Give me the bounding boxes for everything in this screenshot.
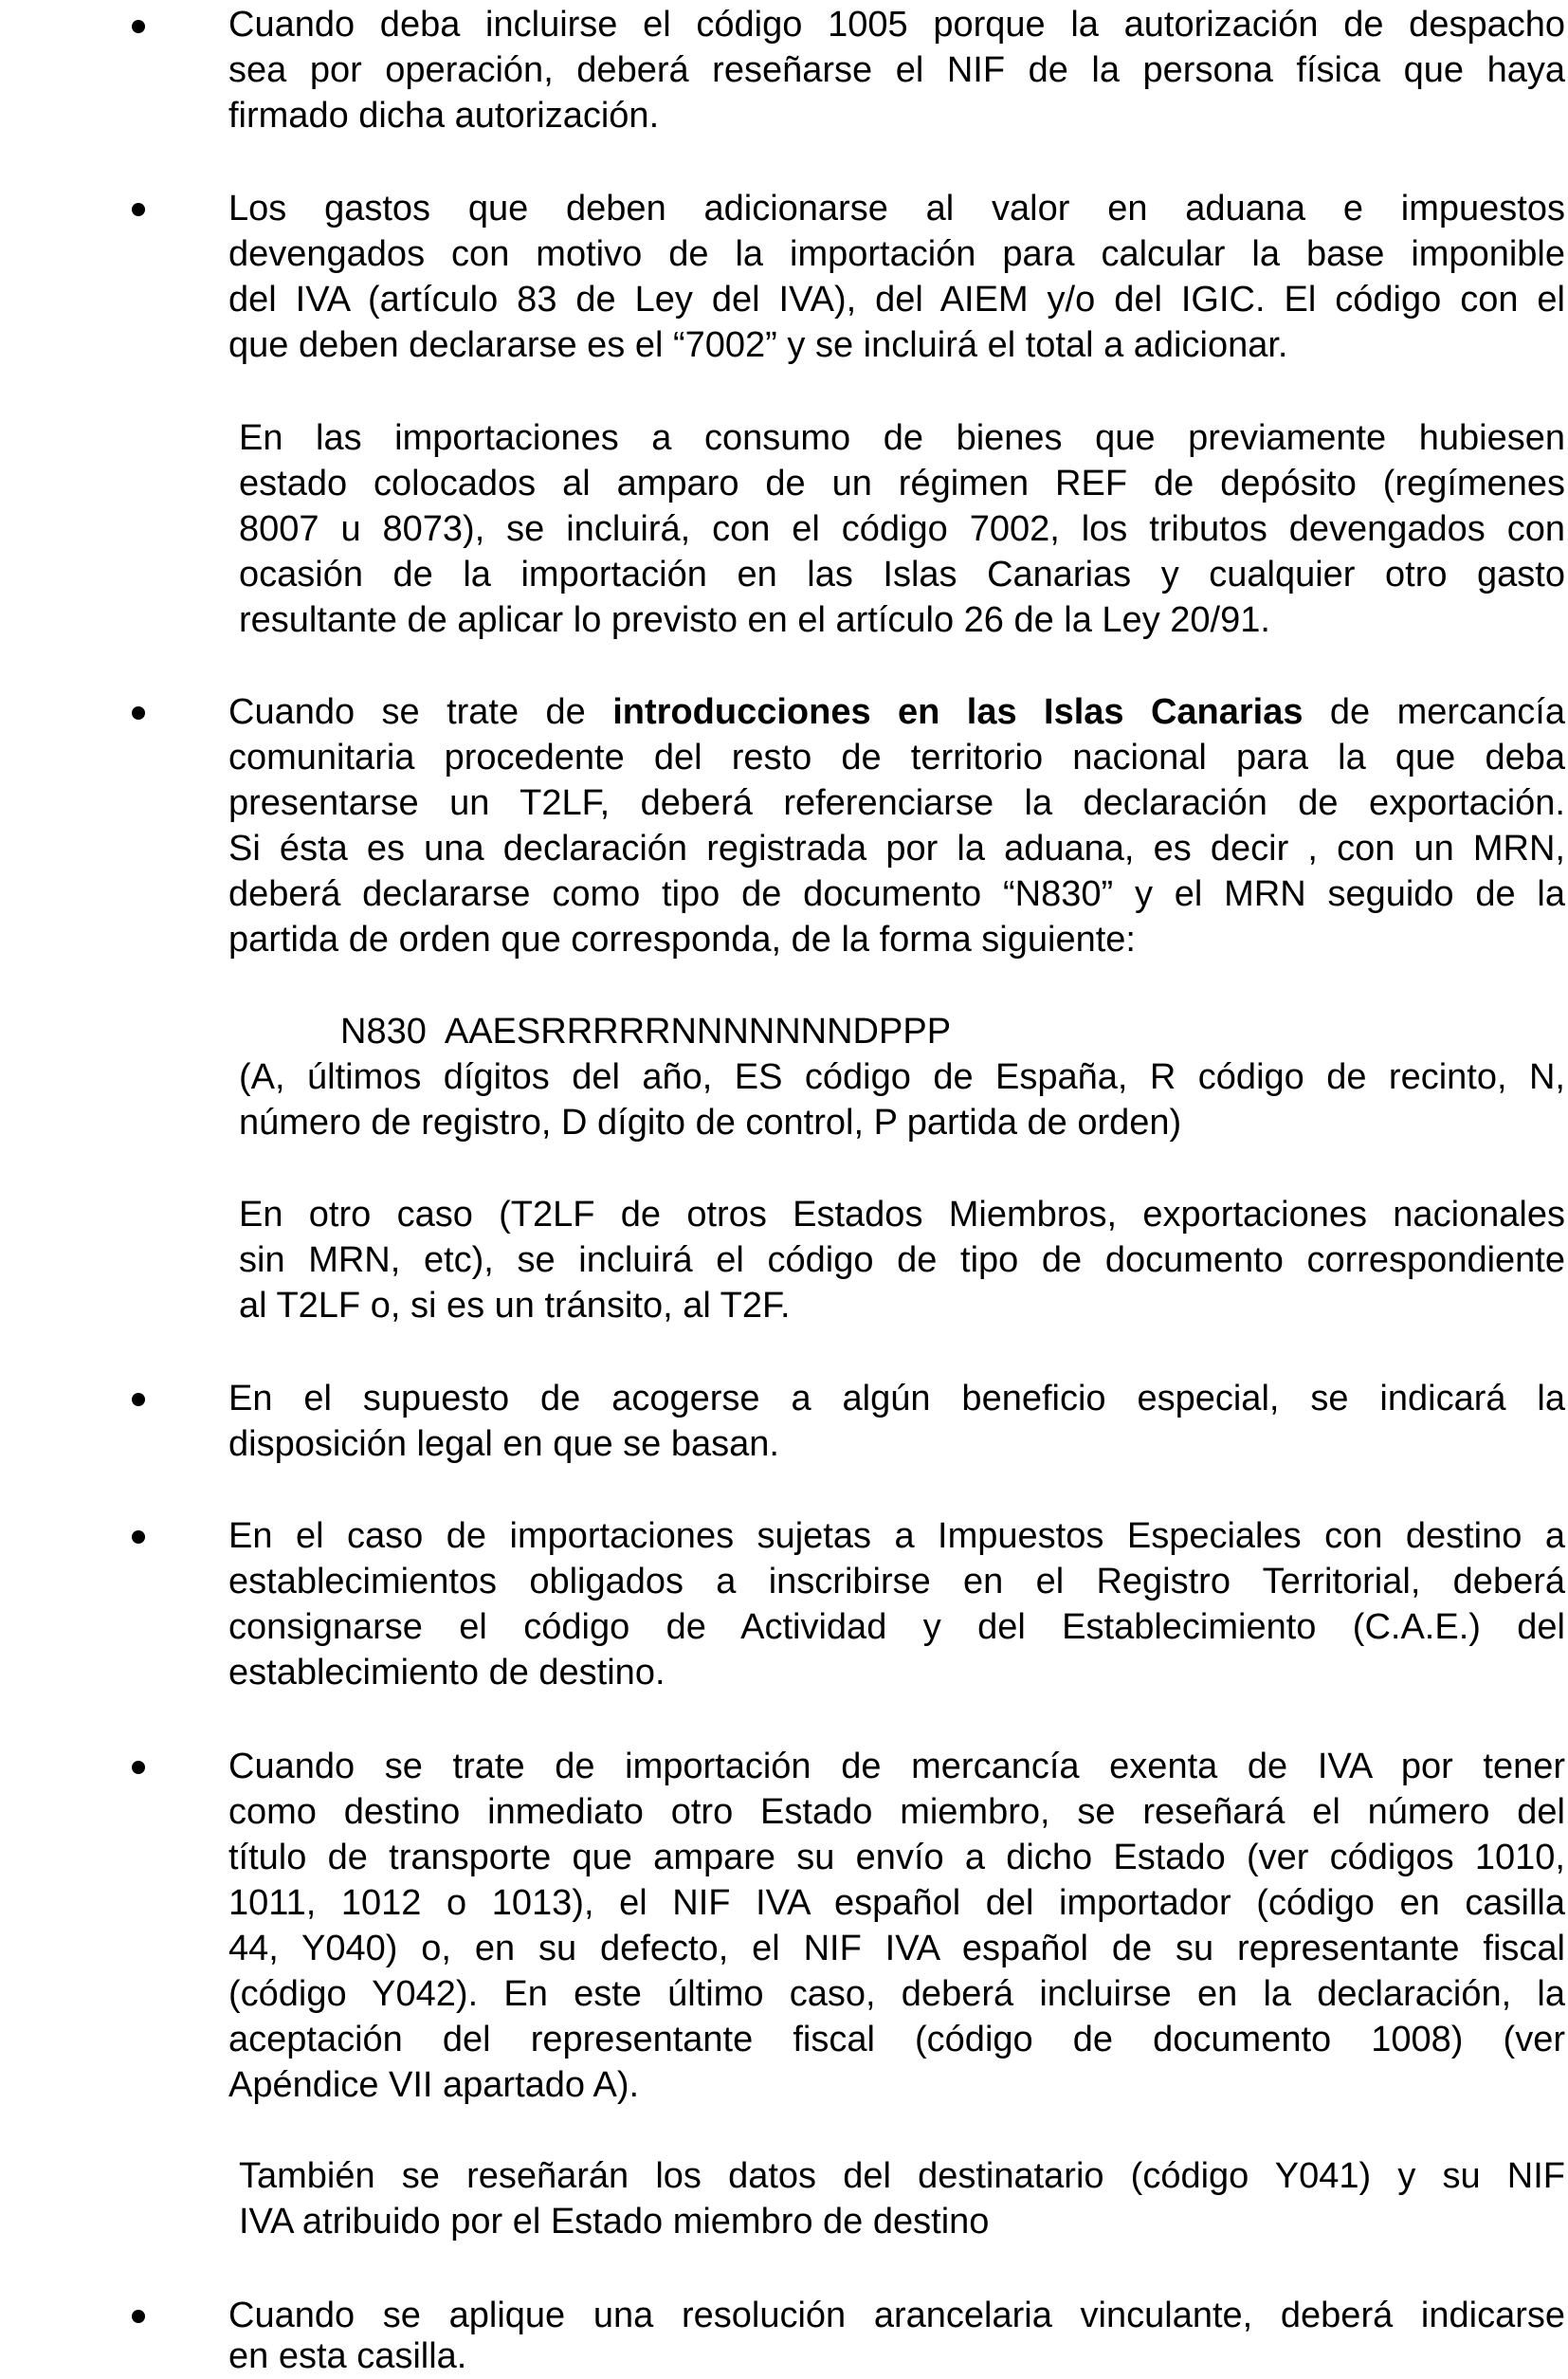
- text-line: como destino inmediato otro Estado miembro, se reseñará el número del: [228, 1792, 1565, 1832]
- bullet-marker: [132, 1393, 145, 1406]
- bullet-marker: [132, 706, 145, 720]
- text-line: (código Y042). En este último caso, deberá incluirse en la declaración, la: [228, 1974, 1565, 2014]
- bullet-marker: [132, 20, 145, 33]
- text-line: Cuando se aplique una resolución arancelaria vinculante, deberá indicarse: [228, 2296, 1565, 2335]
- text-line: (A, últimos dígitos del año, ES código de España, R código de recinto, N,: [239, 1057, 1565, 1097]
- text-span: Cuando se trate de: [228, 692, 613, 732]
- text-line: En las importaciones a consumo de bienes que previamente hubiesen: [239, 418, 1565, 458]
- text-line: Cuando deba incluirse el código 1005 porque la autorización de despacho: [228, 5, 1565, 45]
- text-line: al T2LF o, si es un tránsito, al T2F.: [239, 1286, 791, 1326]
- text-line: en esta casilla.: [228, 2336, 467, 2376]
- text-line: comunitaria procedente del resto de territorio nacional para la que deba: [228, 738, 1565, 778]
- bold-phrase: introducciones en las Islas Canarias: [612, 692, 1304, 732]
- text-line: En el caso de importaciones sujetas a Impuestos Especiales con destino a: [228, 1516, 1565, 1556]
- text-line: establecimientos obligados a inscribirse en el Registro Territorial, deberá: [228, 1562, 1565, 1601]
- text-line: disposición legal en que se basan.: [228, 1424, 779, 1464]
- text-line: 8007 u 8073), se incluirá, con el código 7002, los tributos devengados con: [239, 509, 1565, 549]
- text-line: estado colocados al amparo de un régimen REF de depósito (regímenes: [239, 464, 1565, 503]
- text-line: [228, 689, 1565, 735]
- bullet-marker: [132, 1530, 145, 1544]
- text-line: sin MRN, etc), se incluirá el código de tipo de documento correspondiente: [239, 1240, 1565, 1280]
- text-line: devengados con motivo de la importación para calcular la base imponible: [228, 234, 1565, 274]
- text-line: 1011, 1012 o 1013), el NIF IVA español del importador (código en casilla: [228, 1883, 1565, 1923]
- text-line: título de transporte que ampare su envío a dicho Estado (ver códigos 1010,: [228, 1838, 1565, 1877]
- text-line: sea por operación, deberá reseñarse el NIF de la persona física que haya: [228, 50, 1565, 90]
- text-line: Cuando se trate de importación de mercancía exenta de IVA por tener: [228, 1747, 1565, 1786]
- text-line: del IVA (artículo 83 de Ley del IVA), del AIEM y/o del IGIC. El código con el: [228, 280, 1565, 320]
- text-line: presentarse un T2LF, deberá referenciarse la declaración de exportación.: [228, 783, 1565, 823]
- text-line: resultante de aplicar lo previsto en el artículo 26 de la Ley 20/91.: [239, 600, 1270, 640]
- text-line: IVA atribuido por el Estado miembro de destino: [239, 2202, 990, 2242]
- text-line: que deben declararse es el “7002” y se incluirá el total a adicionar.: [228, 325, 1288, 365]
- text-line: consignarse el código de Actividad y del Establecimiento (C.A.E.) del: [228, 1607, 1565, 1647]
- text-line: ocasión de la importación en las Islas Canarias y cualquier otro gasto: [239, 555, 1565, 595]
- bullet-marker: [132, 1761, 145, 1774]
- bullet-marker: [132, 2310, 145, 2323]
- text-line: Si ésta es una declaración registrada por la aduana, es decir , con un MRN,: [228, 829, 1565, 869]
- text-line: establecimiento de destino.: [228, 1653, 665, 1693]
- text-line: número de registro, D dígito de control, P partida de orden): [239, 1103, 1182, 1143]
- text-line: También se reseñarán los datos del destinatario (código Y041) y su NIF: [239, 2156, 1565, 2196]
- text-line: Los gastos que deben adicionarse al valor en aduana e impuestos: [228, 189, 1565, 229]
- code-example: N830 AAESRRRRRNNNNNNNDPPP: [340, 1012, 952, 1052]
- text-line: aceptación del representante fiscal (código de documento 1008) (ver: [228, 2020, 1565, 2059]
- text-line: partida de orden que corresponda, de la forma siguiente:: [228, 920, 1136, 960]
- text-line: firmado dicha autorización.: [228, 96, 660, 136]
- text-line: 44, Y040) o, en su defecto, el NIF IVA español de su representante fiscal: [228, 1929, 1565, 1968]
- text-span: de mercancía: [1303, 692, 1565, 732]
- text-line: deberá declararse como tipo de documento “N830” y el MRN seguido de la: [228, 874, 1565, 914]
- bullet-marker: [132, 203, 145, 216]
- text-line: En el supuesto de acogerse a algún beneficio especial, se indicará la: [228, 1379, 1565, 1418]
- text-line: Apéndice VII apartado A).: [228, 2065, 640, 2105]
- text-line: En otro caso (T2LF de otros Estados Miembros, exportaciones nacionales: [239, 1195, 1565, 1235]
